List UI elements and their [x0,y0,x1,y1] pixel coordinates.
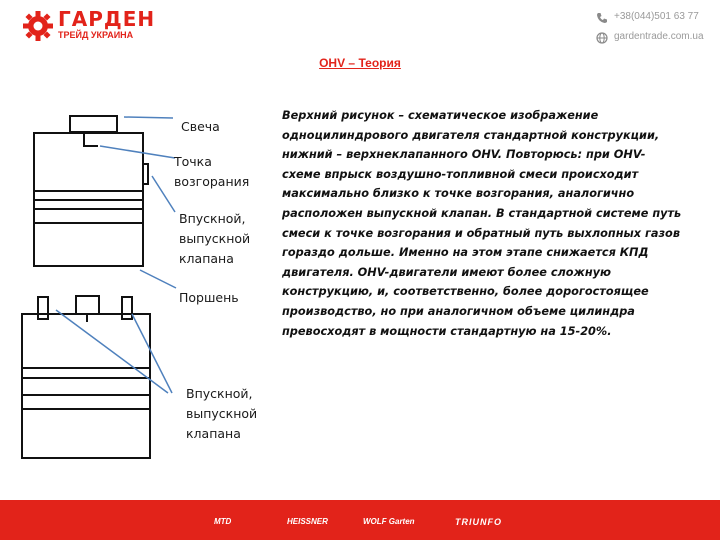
label-valves-line: выпускной [179,231,251,246]
spark-plug-top [70,116,117,132]
label-valves-line: Впускной, [179,211,246,226]
piston-bottom [22,395,150,409]
website-link[interactable]: gardentrade.com.ua [614,31,704,42]
cylinder-head-bottom [22,314,150,368]
exhaust-valve-bottom [122,297,132,319]
globe-icon [596,32,608,44]
label-valves-line: клапана [186,426,241,441]
intake-valve-bottom [38,297,48,319]
arrow-valves-top [152,176,175,212]
arrow-piston [140,270,176,288]
logo-name: ГАРДЕН [58,7,156,31]
label-valves-line: выпускной [186,406,258,421]
phone-number: +38(044)501 63 77 [614,11,699,22]
gasket-bottom [22,368,150,378]
piston-top [34,209,143,223]
logo-subtitle: ТРЕЙД УКРАИНА [58,30,134,40]
label-ignition-line: возгорания [174,174,250,189]
label-pointer-arrows [56,117,176,393]
valve-top [143,164,148,184]
body-paragraph: Верхний рисунок – схематическое изображение одноцилиндрового двигателя стандартной конструкции, нижний – верхнеклапанного OHV. Повторюсь: при OHV-схеме впрыск воздушно-топливной смеси происходит максимально близко к точке возгорания, аналогично расположен выпускной клапан. В стандартной системе путь смеси к точке возгорания и обратный путь выхлопных газов гораздо дольше. Именно на этом этапе снижается КПД двигателя. OHV-двигатели имеют более сложную конструкцию, и, соответственно, более дорогостоящее производство, но при аналогичном объеме цилиндра превосходят в мощности стандартную на 15-20%. [282,109,682,338]
brand-logo-heissner: HEISSNER [287,517,328,526]
ohv-engine-diagram [22,296,150,458]
arrow-spark-plug [124,117,173,118]
label-ignition-line: Точка [174,154,212,169]
label-spark-plug: Свеча [181,119,220,134]
brand-logo-triunfo: TRIUNFO [455,517,502,527]
label-valves-line: Впускной, [186,386,253,401]
footer-bar [0,500,720,540]
label-valves-top [179,209,250,269]
phone-icon [596,12,608,24]
label-piston: Поршень [179,290,239,305]
label-valves-line: клапана [179,251,234,266]
cylinder-bottom [22,378,150,458]
slide-title: OHV – Теория [319,56,401,70]
brand-logo-mtd: MTD [214,517,232,526]
cylinder-head-top [34,133,143,191]
ignition-point-top [84,132,98,146]
arrow-ignition-point [100,146,175,158]
label-ignition-point [174,152,249,192]
spark-plug-bottom [76,296,99,314]
label-valves-bottom [186,384,257,444]
standard-engine-diagram [34,116,148,266]
brand-logo-wolf-garten: WOLF Garten [363,517,415,526]
gasket-top [34,191,143,200]
